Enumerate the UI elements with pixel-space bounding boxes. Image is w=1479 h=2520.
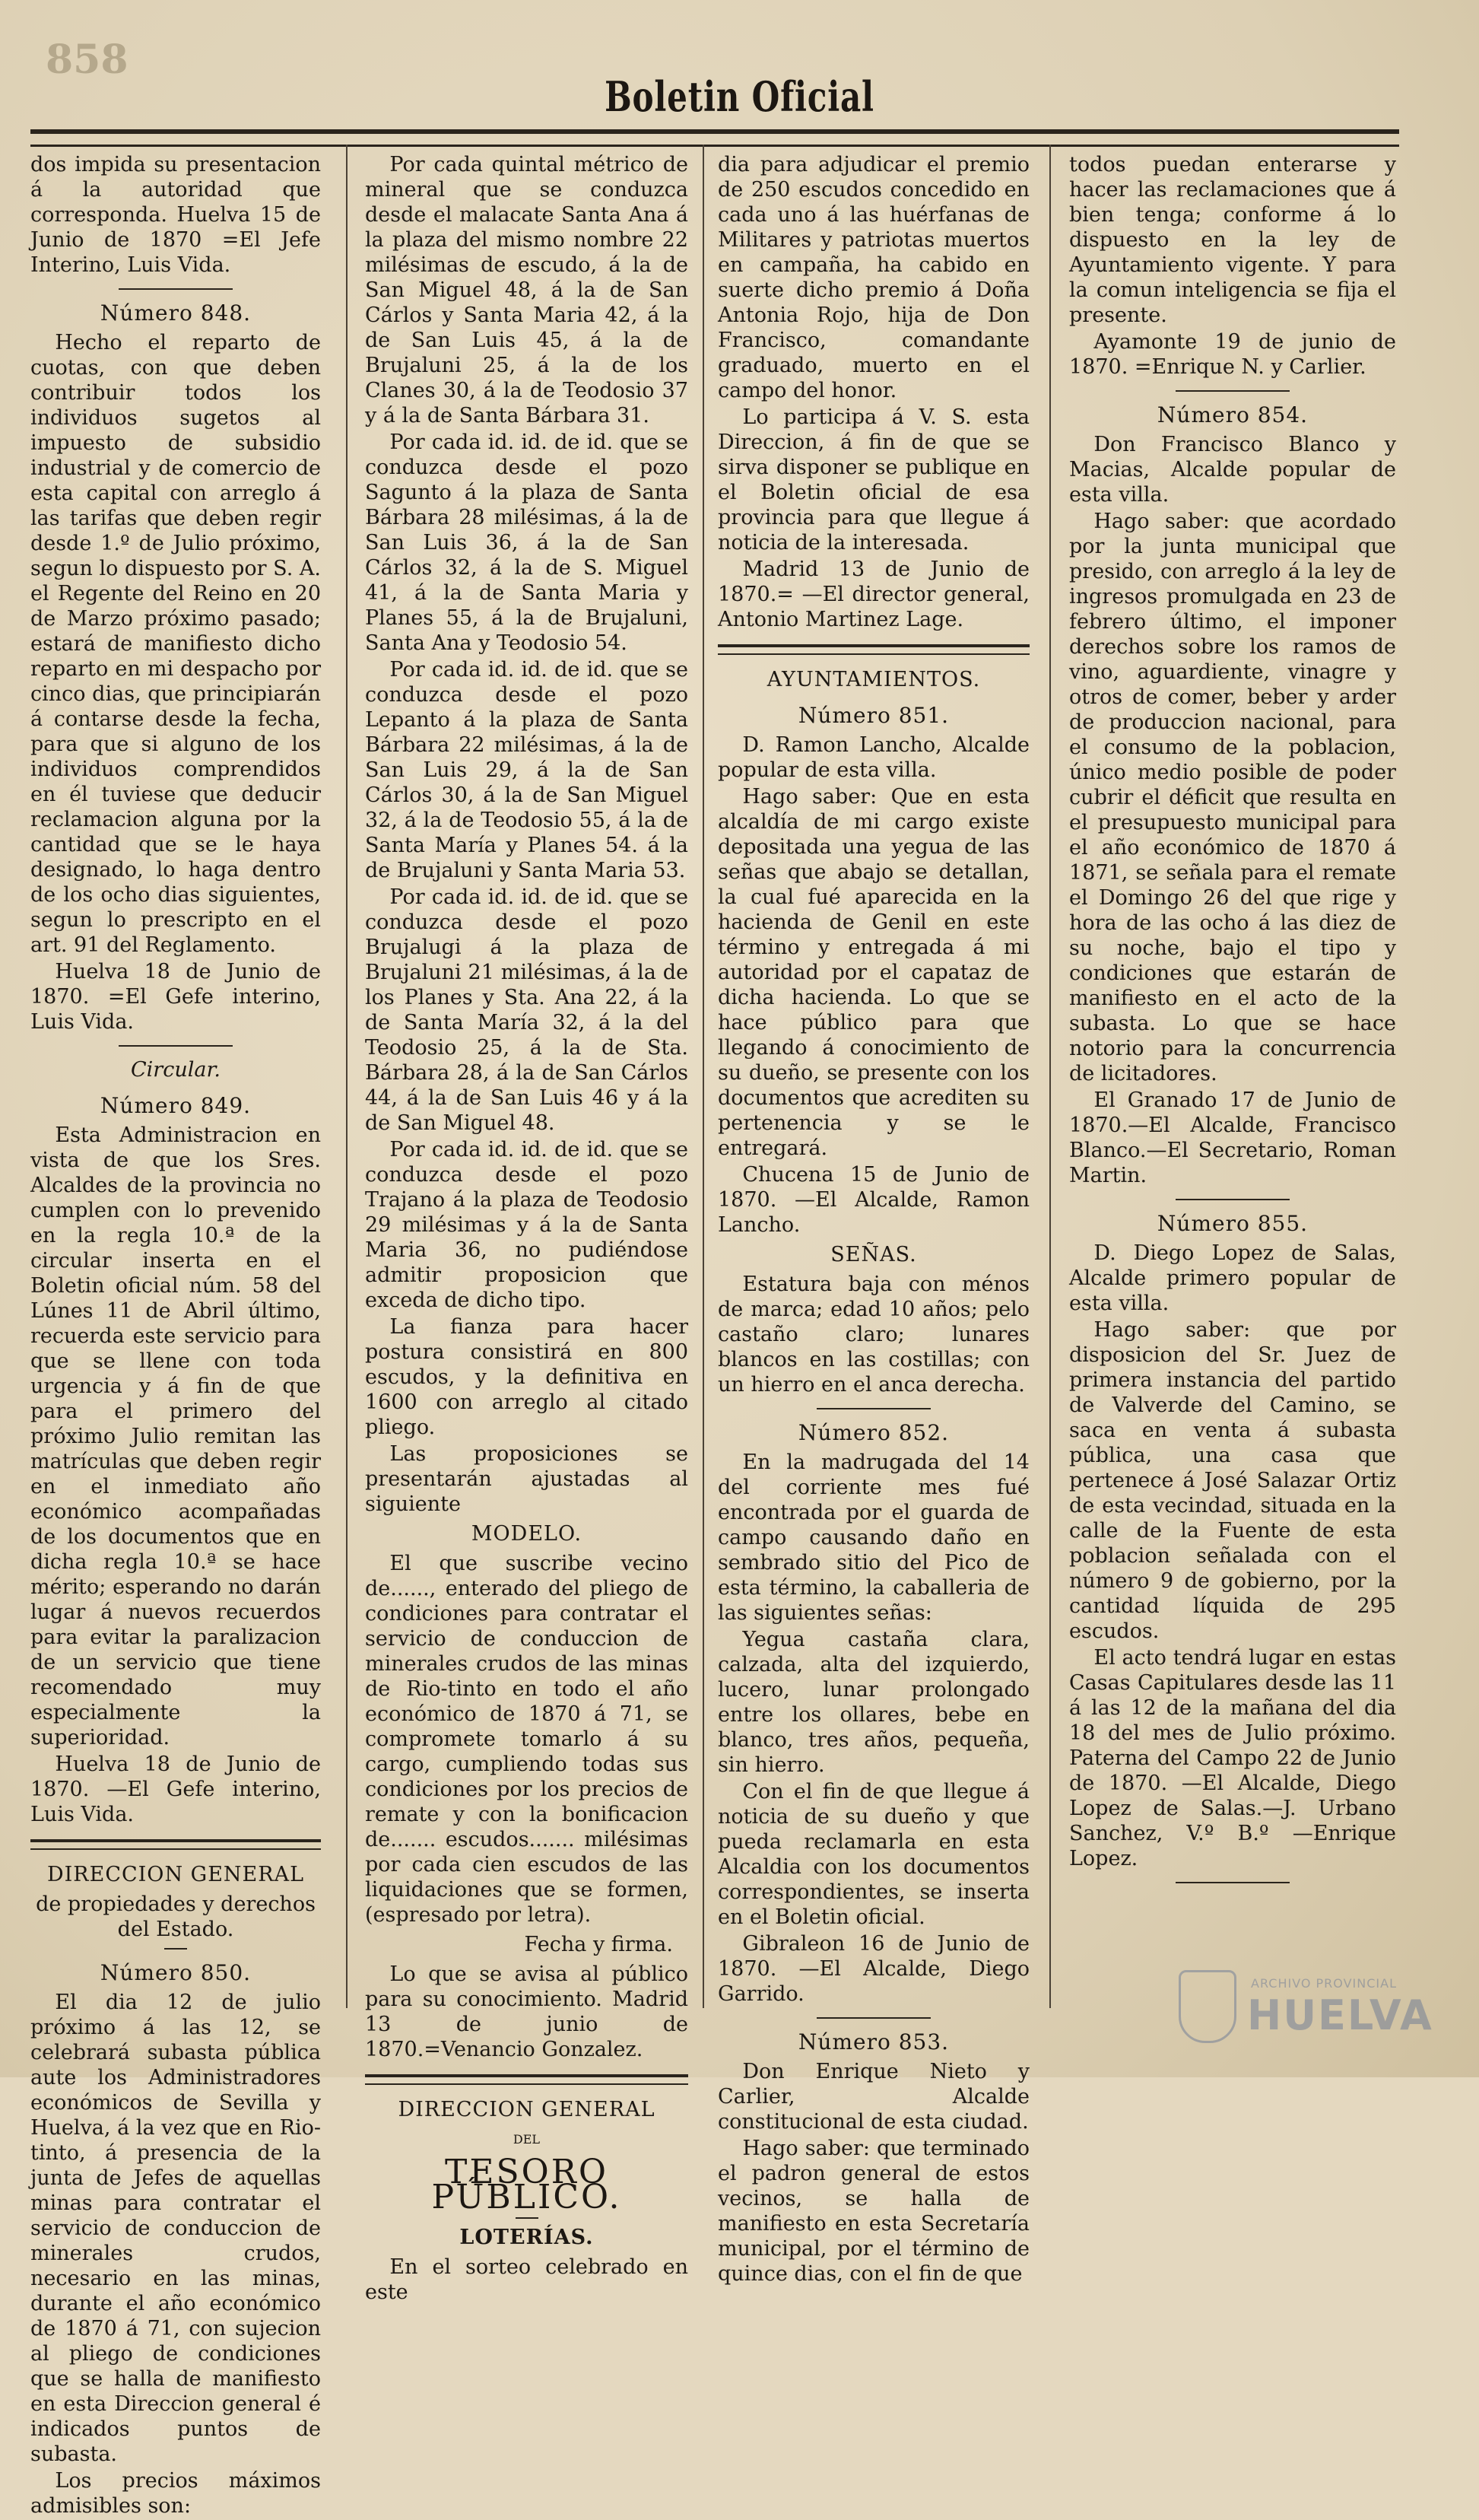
paragraph: Madrid 13 de Junio de 1870.= —El director general, Antonio Martinez Lage. [718,558,1030,631]
paragraph: El dia 12 de julio próximo á las 12, se celebrará subasta pública aute los Administradores económicos de Sevilla y Huelva, á la vez que en Rio-tinto, á presencia de la junta de Jefes de aquellas minas para contratar el servicio de conduccion de minerales crudos, necesario en las minas, durante el año económico de 1870 á 71, con sujecion al pliego de condiciones que se halla de manifiesto en esta Direccion general é indicados puntos de subasta. [30,1991,321,2466]
paragraph: El que suscribe vecino de......, enterado del pliego de condiciones para contratar el servicio de conduccion de minerales crudos de las minas de Rio-tinto en todo el año económico de 1870 á 71, se compromete tomarlo á su cargo, cumpliendo todas sus condiciones por los precios de remate y con la bonificacion de....... escudos....... milésimas por cada cien escudos de las liquidaciones que se formen, (espresado por letra). [365,1552,688,1927]
paragraph: Los precios máximos admisibles son: [30,2469,321,2518]
watermark-small-text: ARCHIVO PROVINCIAL [1251,1976,1397,1991]
tesoro-heading: TESORO PÚBLICO. [431,2153,622,2217]
paragraph: Huelva 18 de Junio de 1870. —El Gefe interino, Luis Vida. [30,1753,321,1826]
paragraph: dia para adjudicar el premio de 250 escudos concedido en cada uno á las huérfanas de Militares y patriotas muertos en campaña, ha cabido en suerte dicho premio á Doña Antonia Rojo, hija de Don Francisco, comandante graduado, muerto en el campo del honor. [718,153,1030,402]
section-number: Número 854. [1157,402,1309,427]
paragraph: En la madrugada del 14 del corriente mes fué encontrada por el guarda de campo causando daño en sembrado sitio del Pico de esta término, la caballeria de las siguientes señas: [718,1451,1030,1625]
paragraph: Yegua castaña clara, calzada, alta del izquierdo, lucero, lunar prolongado entre los ollares, bebe en blanco, tres años, pequeña, sin hierro. [718,1628,1030,1777]
section-subheading: de propiedades y derechos del Estado. [36,1892,316,1941]
column-2 [365,152,688,2306]
paragraph: El acto tendrá lugar en estas Casas Capitulares desde las 11 á las 12 de la mañana del dia 18 del mes de Julio próximo. Paterna del Campo 22 de Junio de 1870. —El Alcalde, Diego Lopez de Salas.—J. Urbano Sanchez, V.º B.º —Enrique Lopez. [1069,1646,1396,1870]
separator [1176,390,1290,392]
separator [817,1408,931,1409]
paragraph: Con el fin de que llegue á noticia de su dueño y que pueda reclamarla en esta Alcaldia con los documentos correspondientes, se inserta en el Boletin oficial. [718,1780,1030,1929]
masthead-title: Boletin Oficial [605,72,874,121]
section-heading: AYUNTAMIENTOS. [766,668,981,691]
paragraph: todos puedan enterarse y hacer las reclamaciones que á bien tenga; conforme á lo dispuesto en la ley de Ayuntamiento vigente. Y para la comun inteligencia se fija el presente. [1069,153,1396,327]
section-heading: DIRECCION GENERAL [398,2098,655,2121]
paragraph: Estatura baja con ménos de marca; edad 10 años; pelo castaño claro; lunares blancos en las costillas; con un hierro en el anca derecha. [718,1273,1030,1397]
paragraph: Hecho el reparto de cuotas, con que deben contribuir todos los individuos sugetos al impuesto de subsidio industrial y de comercio de esta capital con arreglo á las tarifas que deben regir desde 1.º de Julio próximo, segun lo dispuesto por S. A. el Regente del Reino en 20 de Marzo próximo pasado; estará de manifiesto dicho reparto en mi despacho por cinco dias, que principiarán á contarse desde la fecha, para que si alguno de los individuos comprendidos en él tuviese que deducir reclamacion alguna por la cantidad que se le haya designado, lo haga dentro de los ocho dias siguientes, segun lo prescripto en el art. 91 del Reglamento. [30,331,321,957]
paragraph: Gibraleon 16 de Junio de 1870. —El Alcalde, Diego Garrido. [718,1932,1030,2006]
paragraph: Las proposiciones se presentarán ajustadas al siguiente [365,1442,688,1516]
separator [817,2017,931,2019]
separator [119,1045,233,1047]
section-number: Número 853. [798,2029,950,2054]
column-divider [1049,145,1051,2008]
page-number-faded: 858 [46,37,129,83]
paragraph: Esta Administracion en vista de que los Sres. Alcaldes de la provincia no cumplen con lo prevenido en la regla 10.ª de la circular inserta en el Boletin oficial núm. 58 del Lúnes 11 de Abril último, recuerda este servicio para que se llene con toda urgencia y á fin de que para el primero del próximo Julio remitan las matrículas que deben regir en el inmediato año económico acompañadas de los documentos que en dicha regla 10.ª se hace mérito; esperando no darán lugar á nuevos recuerdos para evitar la paralizacion de un servicio que tiene recomendado muy especialmente la superioridad. [30,1123,321,1749]
double-separator [365,2074,688,2085]
section-number: Número 851. [798,703,950,728]
paragraph: Por cada id. id. de id. que se conduzca desde el pozo Trajano á la plaza de Teodosio 29 milésimas y á la de Santa Maria 36, no pudiéndose admitir proposicion que exceda de dicho tipo. [365,1138,688,1312]
paragraph: Don Francisco Blanco y Macias, Alcalde popular de esta villa. [1069,433,1396,507]
archive-watermark [1118,1962,1437,2054]
header-rule [30,129,1399,147]
column-1 [30,152,321,2520]
paragraph: Chucena 15 de Junio de 1870. —El Alcalde, Ramon Lancho. [718,1163,1030,1237]
double-separator [718,644,1030,655]
paragraph: Lo que se avisa al público para su conocimiento. Madrid 13 de junio de 1870.=Venancio Gonzalez. [365,1962,688,2061]
section-number: Número 855. [1157,1211,1309,1236]
paragraph: Por cada id. id. de id. que se conduzca desde el pozo Brujalugi á la plaza de Brujaluni 21 milésimas, á la de los Planes y Sta. Ana 22, á la de Santa María 32, á la del Teodosio 25, á la de Sta. Bárbara 28, á la de San Cárlos 44, á la de San Luis 46 y á la de San Miguel 48. [365,885,688,1135]
paragraph: Hago saber: Que en esta alcaldía de mi cargo existe depositada una yegua de las señas que abajo se detallan, la cual fué aparecida en la hacienda de Genil en este término y entregada á mi autoridad por el capataz de dicha hacienda. Lo que se hace público para que llegando á conocimiento de su dueño, se presente con los documentos que acrediten su pertenencia y se le entregará. [718,785,1030,1160]
loterias-heading: LOTERÍAS. [459,2226,594,2249]
modelo-heading: MODELO. [471,1522,582,1546]
separator [164,1948,187,1950]
paragraph: Lo participa á V. S. esta Direccion, á fin de que se sirva disponer se publique en el Boletin oficial de esa provincia para que llegue á noticia de la interesada. [718,405,1030,555]
paragraph: Don Enrique Nieto y Carlier, Alcalde constitucional de esta ciudad. [718,2060,1030,2134]
paragraph: D. Diego Lopez de Salas, Alcalde primero popular de esta villa. [1069,1241,1396,1315]
section-number: Número 848. [100,300,252,326]
signature-line: Fecha y firma. [524,1933,673,1956]
paragraph: En el sorteo celebrado en este [365,2255,688,2304]
seal-icon [1179,1970,1236,2043]
paragraph: Ayamonte 19 de junio de 1870. =Enrique N. y Carlier. [1069,330,1396,379]
separator [1176,1882,1290,1883]
section-number: Número 852. [798,1420,950,1445]
circular-heading: Circular. [131,1058,221,1082]
paragraph: Por cada quintal métrico de mineral que se conduzca desde el malacate Santa Ana á la plaza del mismo nombre 22 milésimas de escudo, á la de San Miguel 48, á la de San Cárlos y Santa Maria 42, á la de San Luis 45, á la de Brujaluni 25, á la de los Clanes 30, á la de Teodosio 37 y á la de Santa Bárbara 31. [365,153,688,427]
paragraph: Hago saber: que acordado por la junta municipal que presido, con arreglo á la ley de ingresos promulgada en 23 de febrero último, el imponer derechos sobre los ramos de vino, aguardiente, vinagre y otros de comer, beber y arder de produccion nacional, para el consumo de la poblacion, único medio posible de poder cubrir el déficit que resulta en el presupuesto municipal para el año económico de 1870 á 1871, se señala para el remate el Domingo 26 del que rige y hora de las ocho á las diez de su noche, bajo el tipo y condiciones que estarán de manifiesto en el acto de la subasta. Lo que se hace notorio para la concurrencia de licitadores. [1069,510,1396,1085]
separator [516,2217,538,2219]
paragraph: El Granado 17 de Junio de 1870.—El Alcalde, Francisco Blanco.—El Secretario, Roman Martin. [1069,1088,1396,1187]
paragraph: Hago saber: que por disposicion del Sr. Juez de primera instancia del partido de Valverde del Camino, se saca en venta á subasta pública, una casa que pertenece á José Salazar Ortiz de esta vecindad, situada en la calle de la Fuente de esta poblacion señalada con el número 9 de gobierno, por la cantidad líquida de 295 escudos. [1069,1318,1396,1643]
paragraph: D. Ramon Lancho, Alcalde popular de esta villa. [718,733,1030,782]
column-4 [1069,152,1396,1894]
separator [1176,1199,1290,1200]
section-del: DEL [513,2132,541,2147]
paragraph: Por cada id. id. de id. que se conduzca desde el pozo Lepanto á la plaza de Santa Bárbara 22 milésimas, á la de San Luis 29, á la de San Cárlos 30, á la de San Miguel 32, á la de Teodosio 55, á la de Santa María y Planes 54. á la de Brujaluni y Santa Maria 53. [365,658,688,882]
section-number: Número 850. [100,1960,252,1985]
paragraph: Huelva 18 de Junio de 1870. =El Gefe interino, Luis Vida. [30,960,321,1034]
column-divider [703,145,704,2008]
double-separator [30,1839,321,1850]
section-heading: DIRECCION GENERAL [46,1863,305,1886]
senas-heading: SEÑAS. [830,1243,917,1266]
column-divider [346,145,348,2008]
separator [119,288,233,290]
watermark-big-text: HUELVA [1247,1991,1433,2039]
paragraph: Por cada id. id. de id. que se conduzca desde el pozo Sagunto á la plaza de Santa Bárbara 28 milésimas, á la de San Luis 36, á la de San Cárlos 32, á la de S. Miguel 41, á la de Santa Maria y Planes 55, á la de Brujaluni, Santa Ana y Teodosio 54. [365,431,688,655]
paragraph: dos impida su presentacion á la autoridad que corresponda. Huelva 15 de Junio de 1870 =El Jefe Interino, Luis Vida. [30,153,321,277]
section-number: Número 849. [100,1093,252,1118]
column-3 [718,152,1030,2288]
paragraph: La fianza para hacer postura consistirá en 800 escudos, y la definitiva en 1600 con arreglo al citado pliego. [365,1315,688,1439]
paragraph: Hago saber: que terminado el padron general de estos vecinos, se halla de manifiesto en esta Secretaría municipal, por el término de quince dias, con el fin de que [718,2137,1030,2286]
